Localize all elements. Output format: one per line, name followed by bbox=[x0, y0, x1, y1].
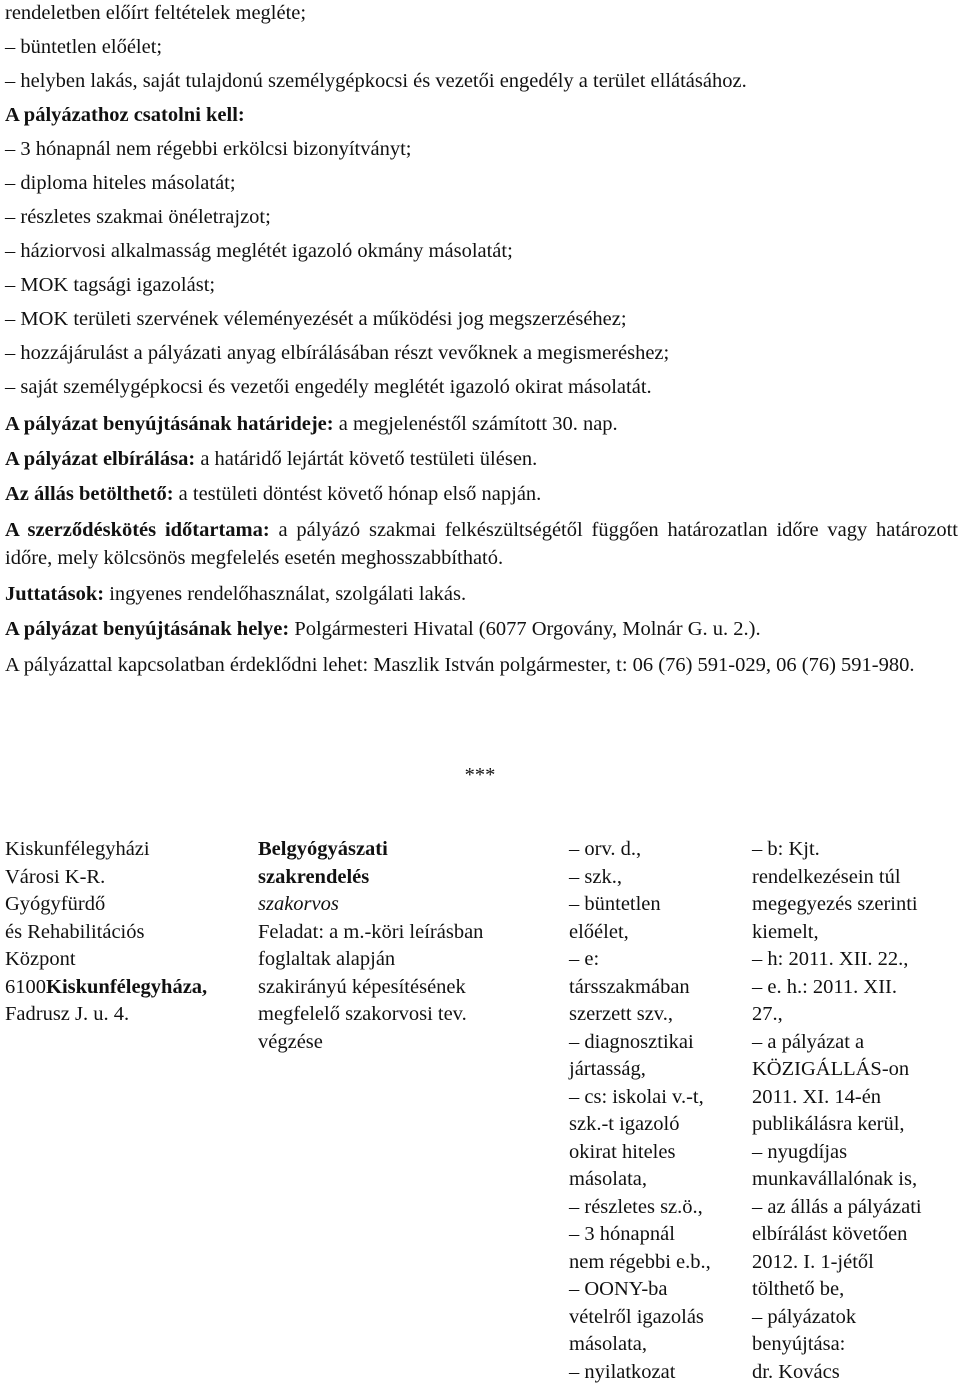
employer-column bbox=[5, 836, 250, 1029]
condition-line: elbírálást követően bbox=[752, 1223, 908, 1245]
requirement-line: szerzett szv., bbox=[569, 1003, 673, 1025]
requirement-line: – nyilatkozat bbox=[569, 1360, 676, 1383]
employer-address bbox=[5, 974, 250, 1002]
requirement-line: vételről igazolás bbox=[569, 1305, 704, 1328]
contact-paragraph: A pályázattal kapcsolatban érdeklődni lehet: Maszlik István polgármester, t: 06 (76) 591-029, 06 (76) 591-980. bbox=[5, 654, 915, 676]
employer-line: Kiskunfélegyházi bbox=[5, 838, 150, 860]
position-title: Belgyógyászati bbox=[258, 838, 388, 860]
intro-line: – büntetlen előélet; bbox=[5, 36, 163, 58]
requirement-line: – szk., bbox=[569, 865, 622, 888]
start-paragraph bbox=[5, 481, 958, 509]
attachment-item: – 3 hónapnál nem régebbi erkölcsi bizonyítványt; bbox=[5, 138, 412, 160]
position-task-line: foglaltak alapján bbox=[258, 948, 396, 970]
position-title: szakrendelés bbox=[258, 865, 370, 888]
condition-line: munkavállalónak is, bbox=[752, 1168, 918, 1190]
evaluation-label: A pályázat elbírálása: bbox=[5, 448, 196, 470]
deadline-text: a megjelenéstől számított 30. nap. bbox=[333, 413, 618, 435]
position-column bbox=[258, 836, 533, 1056]
contract-paragraph bbox=[5, 516, 958, 572]
section-separator: *** bbox=[464, 764, 496, 786]
requirement-line: társszakmában bbox=[569, 975, 690, 998]
position-task-line: Feladat: a m.-köri leírásban bbox=[258, 920, 484, 943]
benefits-label: Juttatások: bbox=[5, 583, 105, 605]
place-label: A pályázat benyújtásának helye: bbox=[5, 618, 290, 640]
employer-line: Központ bbox=[5, 948, 76, 970]
employer-line: Gyógyfürdő bbox=[5, 893, 106, 915]
condition-line: rendelkezésein túl bbox=[752, 865, 901, 888]
employer-line: Városi K-R. bbox=[5, 865, 106, 888]
requirement-line: előélet, bbox=[569, 920, 629, 943]
requirement-line: – cs: iskolai v.-t, bbox=[569, 1085, 704, 1108]
condition-line: – az állás a pályázati bbox=[752, 1195, 922, 1218]
attachment-item: – háziorvosi alkalmasság meglétét igazoló okmány másolatát; bbox=[5, 240, 513, 262]
requirement-line: okirat hiteles bbox=[569, 1140, 676, 1163]
position-task-line: szakirányú képesítésének bbox=[258, 975, 466, 998]
employer-line: és Rehabilitációs bbox=[5, 920, 145, 943]
contract-label: A szerződéskötés időtartama: bbox=[5, 519, 270, 541]
start-label: Az állás betölthető: bbox=[5, 483, 174, 505]
requirement-line: jártasság, bbox=[569, 1058, 646, 1080]
evaluation-paragraph bbox=[5, 446, 958, 474]
condition-line: KÖZIGÁLLÁS-on bbox=[752, 1058, 910, 1080]
attachment-item: – MOK területi szervének véleményezését a működési jog megszerzéséhez; bbox=[5, 308, 627, 330]
condition-line: – a pályázat a bbox=[752, 1030, 865, 1053]
condition-line: publikálásra kerül, bbox=[752, 1113, 905, 1135]
requirement-line: – orv. d., bbox=[569, 838, 642, 860]
requirement-line: – diagnosztikai bbox=[569, 1030, 694, 1053]
attachment-item: – saját személygépkocsi és vezetői engedély meglétét igazoló okirat másolatát. bbox=[5, 376, 652, 398]
condition-line: – h: 2011. XII. 22., bbox=[752, 948, 909, 970]
attachment-item: – részletes szakmai önéletrajzot; bbox=[5, 206, 271, 228]
requirement-line: – büntetlen bbox=[569, 893, 661, 915]
condition-line: – nyugdíjas bbox=[752, 1140, 848, 1163]
condition-line: 27., bbox=[752, 1003, 783, 1025]
place-paragraph bbox=[5, 616, 958, 644]
intro-line: rendeletben előírt feltételek megléte; bbox=[5, 2, 307, 24]
requirement-line: másolata, bbox=[569, 1168, 647, 1190]
condition-line: – e. h.: 2011. XII. bbox=[752, 975, 897, 998]
employer-zip: 6100 bbox=[5, 975, 46, 998]
evaluation-text: a határidő lejártát követő testületi ülésen. bbox=[195, 448, 538, 470]
requirement-line: szk.-t igazoló bbox=[569, 1113, 680, 1135]
benefits-text: ingyenes rendelőhasználat, szolgálati lakás. bbox=[104, 583, 467, 605]
requirement-line: nem régebbi e.b., bbox=[569, 1250, 711, 1273]
attachment-item: – MOK tagsági igazolást; bbox=[5, 274, 216, 296]
start-text: a testületi döntést követő hónap első napján. bbox=[173, 483, 542, 505]
requirements-column bbox=[569, 836, 749, 1386]
requirement-line: – részletes sz.ö., bbox=[569, 1195, 703, 1218]
condition-line: benyújtása: bbox=[752, 1333, 846, 1355]
benefits-paragraph bbox=[5, 581, 958, 609]
attachment-item: – diploma hiteles másolatát; bbox=[5, 172, 236, 194]
attachment-item: – hozzájárulást a pályázati anyag elbírálásában részt vevőknek a megismeréshez; bbox=[5, 342, 670, 364]
requirement-line: – e: bbox=[569, 948, 600, 970]
requirement-line: – 3 hónapnál bbox=[569, 1223, 675, 1245]
condition-line: – pályázatok bbox=[752, 1305, 857, 1328]
employer-street: Fadrusz J. u. 4. bbox=[5, 1003, 130, 1025]
place-text: Polgármesteri Hivatal (6077 Orgovány, Molnár G. u. 2.). bbox=[289, 618, 761, 640]
deadline-paragraph bbox=[5, 411, 958, 439]
requirement-line: másolata, bbox=[569, 1333, 647, 1355]
condition-line: tölthető be, bbox=[752, 1278, 845, 1300]
condition-line: – b: Kjt. bbox=[752, 838, 820, 860]
deadline-label: A pályázat benyújtásának határideje: bbox=[5, 413, 334, 435]
condition-line: 2011. XI. 14-én bbox=[752, 1085, 882, 1108]
position-role: szakorvos bbox=[258, 893, 339, 915]
position-task-line: megfelelő szakorvosi tev. bbox=[258, 1003, 467, 1025]
position-task-line: végzése bbox=[258, 1030, 323, 1053]
condition-line: megegyezés szerinti bbox=[752, 893, 918, 915]
condition-line: 2012. I. 1-jétől bbox=[752, 1250, 874, 1273]
attachments-heading: A pályázathoz csatolni kell: bbox=[5, 104, 245, 126]
condition-line: kiemelt, bbox=[752, 920, 819, 943]
condition-line: dr. Kovács bbox=[752, 1360, 840, 1383]
conditions-column bbox=[752, 836, 958, 1386]
employer-city: Kiskunfélegyháza, bbox=[46, 975, 208, 998]
requirement-line: – OONY-ba bbox=[569, 1278, 668, 1300]
intro-line: – helyben lakás, saját tulajdonú személygépkocsi és vezetői engedély a terület ellátásához. bbox=[5, 70, 747, 92]
contract-text: a pályázó szakmai felkészültségétől függően határozatlan időre vagy határozott időre, mely kölcsönös megfelelés esetén meghosszabbítható. bbox=[5, 519, 958, 569]
